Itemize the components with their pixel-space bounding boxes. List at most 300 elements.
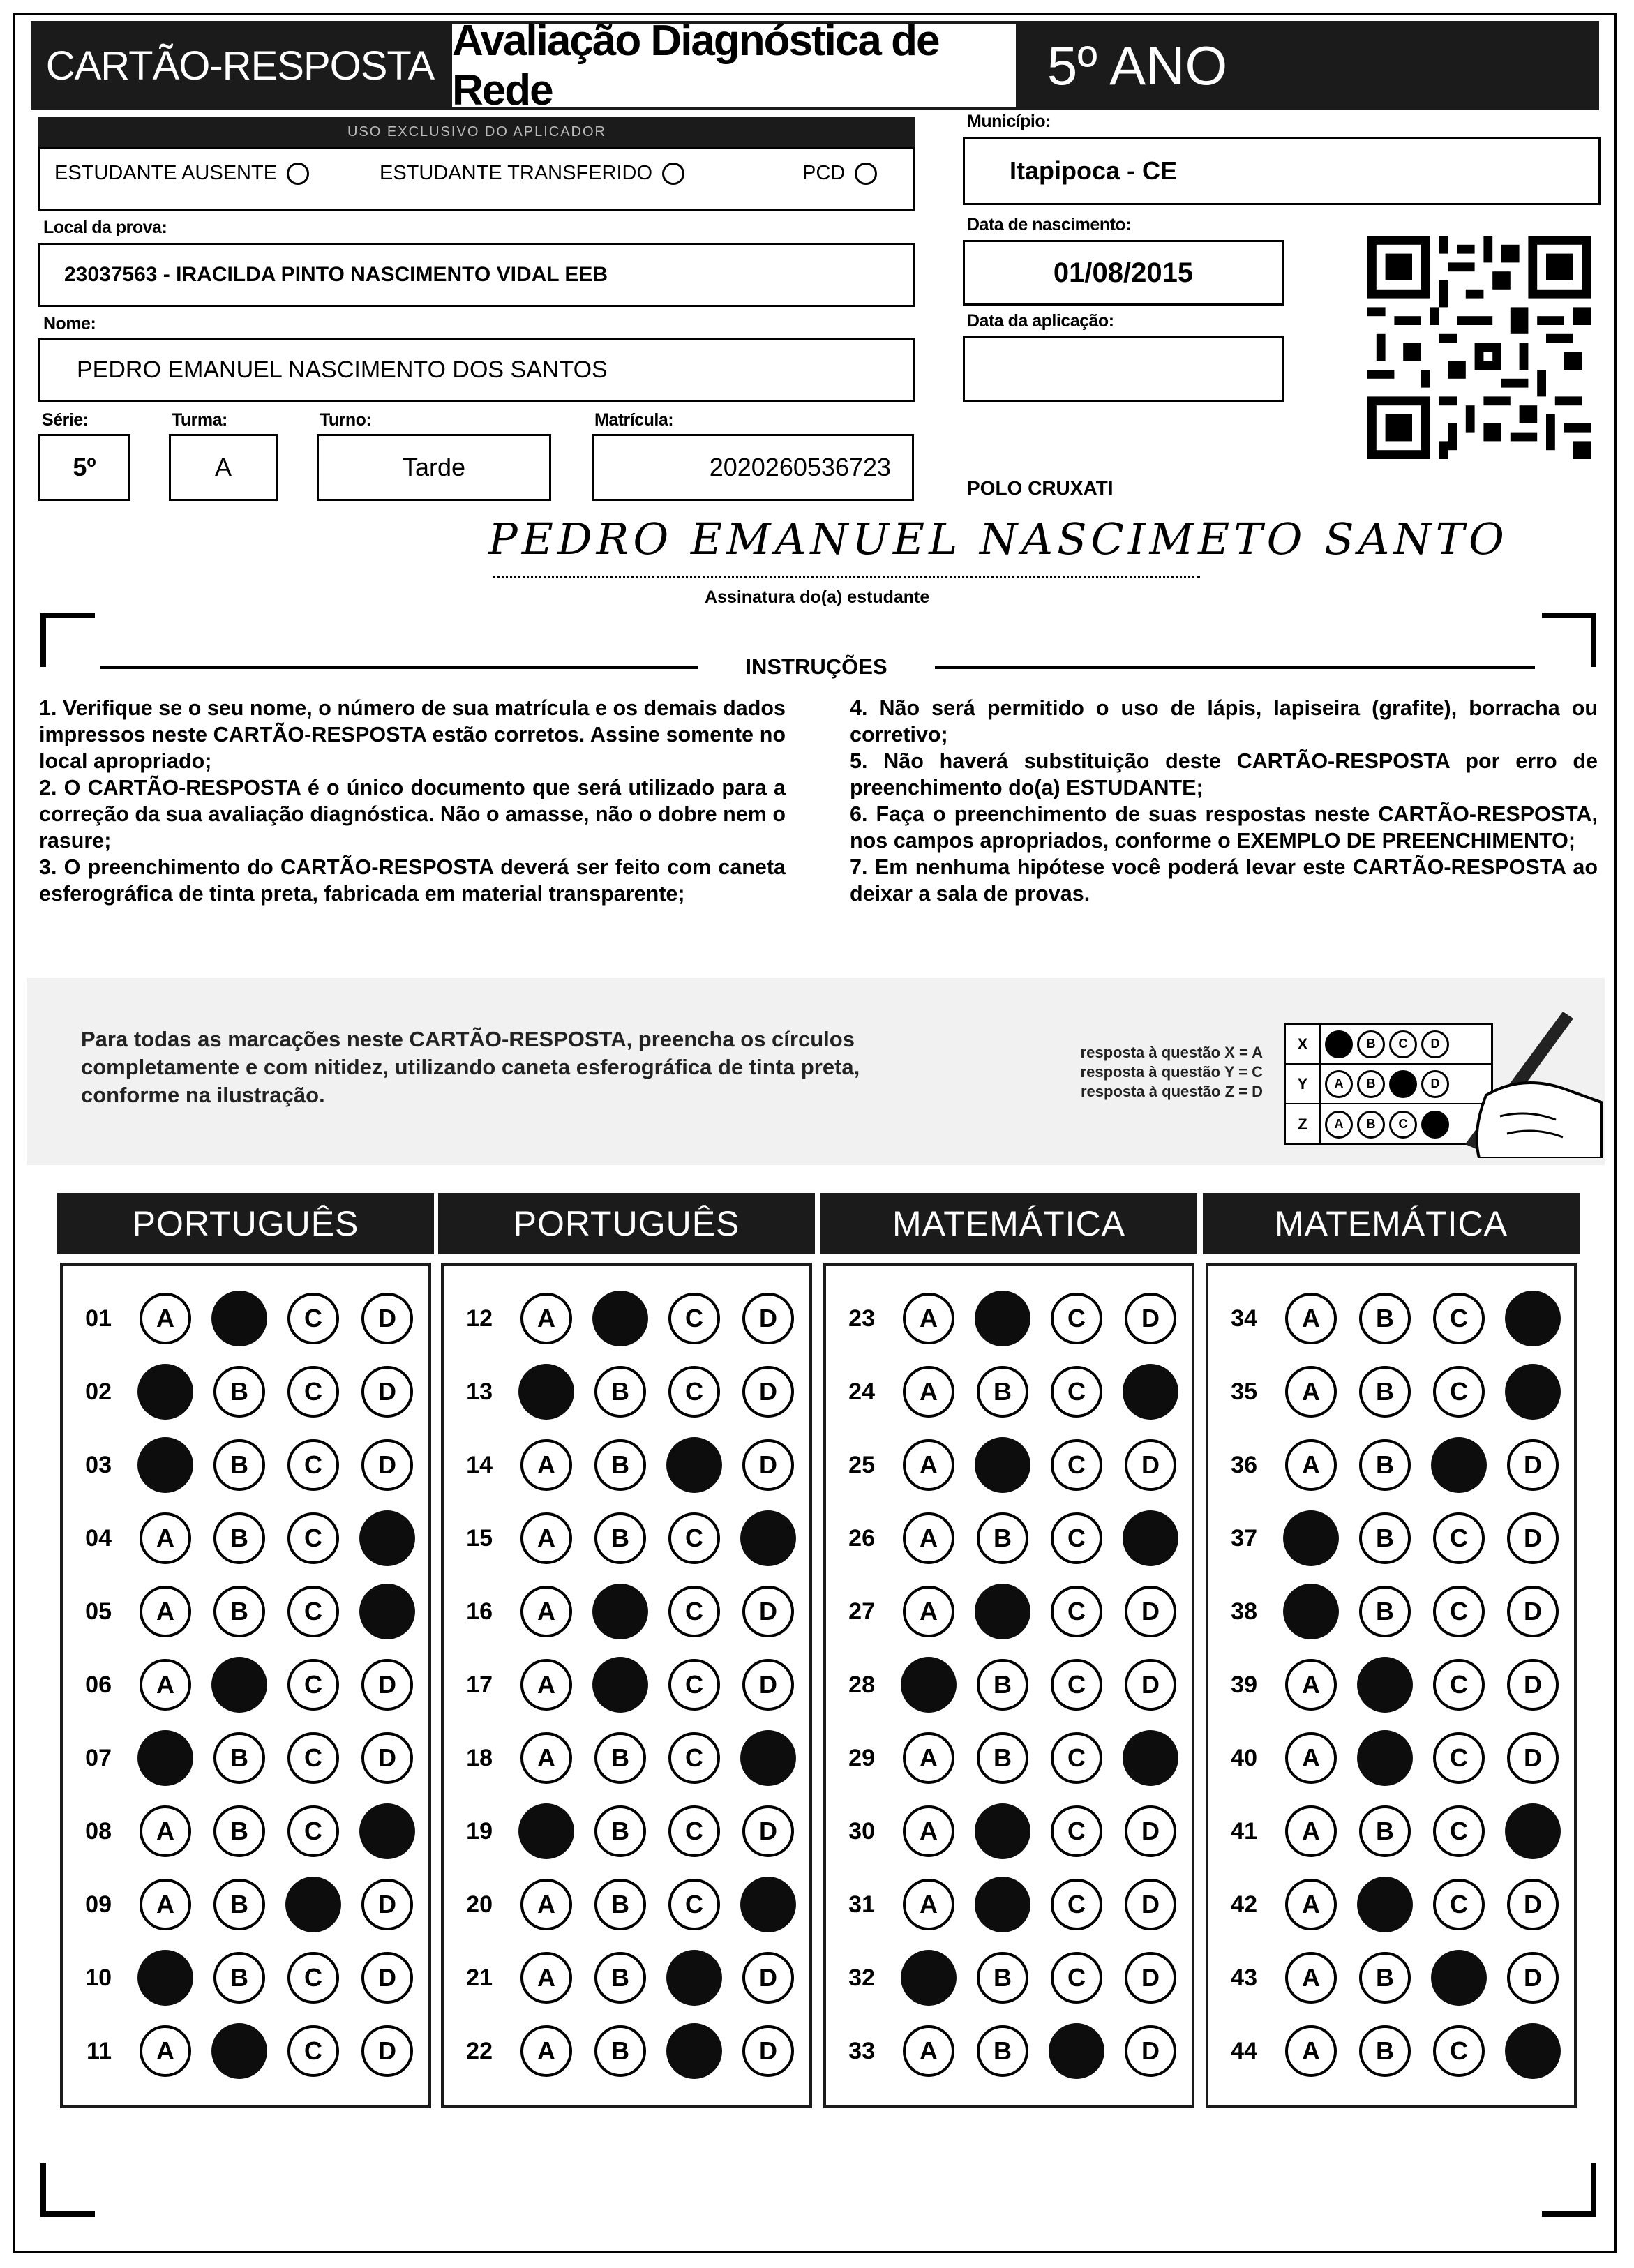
- answer-bubble[interactable]: D: [1125, 1586, 1176, 1637]
- signature: PEDRO EMANUEL NASCIMETO SANTO: [488, 513, 1508, 564]
- question-number: 02: [85, 1378, 112, 1405]
- answer-bubble[interactable]: B: [975, 1877, 1030, 1932]
- answer-bubble[interactable]: A: [140, 1805, 191, 1857]
- answer-bubble[interactable]: B: [594, 1366, 646, 1418]
- answer-bubble[interactable]: A: [520, 1586, 572, 1637]
- question-number: 36: [1231, 1451, 1257, 1478]
- section-header: PORTUGUÊS: [57, 1193, 434, 1254]
- answer-bubble[interactable]: A: [140, 1293, 191, 1344]
- application-date-label: Data da aplicação:: [967, 311, 1114, 331]
- answer-bubble[interactable]: A: [903, 1586, 954, 1637]
- answer-bubble[interactable]: D: [361, 1293, 413, 1344]
- answer-bubble[interactable]: B: [594, 1805, 646, 1857]
- answer-bubble[interactable]: A: [903, 1805, 954, 1857]
- answer-bubble[interactable]: A: [1285, 1879, 1337, 1930]
- municipality-field: [963, 137, 1601, 205]
- answer-bubble[interactable]: A: [520, 1659, 572, 1711]
- answer-bubble[interactable]: B: [211, 1657, 267, 1713]
- answer-bubble[interactable]: C: [668, 1805, 720, 1857]
- pcd-radio[interactable]: [855, 163, 877, 185]
- answer-bubble[interactable]: D: [361, 1879, 413, 1930]
- answer-bubble[interactable]: B: [594, 1512, 646, 1564]
- section-header: PORTUGUÊS: [438, 1193, 815, 1254]
- question-row: [63, 1733, 428, 1783]
- answer-bubble[interactable]: B: [594, 1952, 646, 2004]
- question-number: 19: [466, 1817, 493, 1845]
- answer-bubble[interactable]: A: [520, 1293, 572, 1344]
- answer-bubble[interactable]: C: [1433, 1293, 1485, 1344]
- pcd-label: PCD: [802, 162, 846, 184]
- answer-bubble[interactable]: C: [1433, 1512, 1485, 1564]
- answer-bubble[interactable]: C: [287, 1952, 339, 2004]
- corner-mark-top-left: [40, 613, 95, 667]
- answer-bubble[interactable]: B: [213, 1512, 265, 1564]
- question-number: 18: [466, 1744, 493, 1771]
- answer-bubble[interactable]: C: [668, 1879, 720, 1930]
- answer-bubble[interactable]: C: [287, 1512, 339, 1564]
- grade-title: 5º ANO: [1047, 34, 1228, 96]
- answer-bubble[interactable]: B: [1357, 1657, 1413, 1713]
- answer-bubble[interactable]: C: [668, 1586, 720, 1637]
- answer-bubble[interactable]: A: [140, 1879, 191, 1930]
- answer-bubble[interactable]: C: [1051, 1805, 1102, 1857]
- question-row: [1208, 1806, 1574, 1856]
- question-row: [63, 1806, 428, 1856]
- location-field: [38, 243, 915, 307]
- absent-option[interactable]: [54, 162, 309, 185]
- example-bubble: D: [1421, 1111, 1449, 1139]
- shift-field: [317, 434, 551, 501]
- answer-bubble[interactable]: A: [137, 1950, 193, 2006]
- answer-bubble[interactable]: C: [1433, 1659, 1485, 1711]
- answer-bubble[interactable]: A: [903, 1293, 954, 1344]
- answer-bubble[interactable]: C: [287, 1366, 339, 1418]
- question-number: 41: [1231, 1817, 1257, 1845]
- answer-bubble[interactable]: D: [1125, 1805, 1176, 1857]
- answer-bubble[interactable]: C: [1051, 1512, 1102, 1564]
- example-bubble: D: [1421, 1070, 1449, 1098]
- question-row: [63, 1440, 428, 1490]
- answer-bubble[interactable]: C: [666, 2023, 722, 2079]
- question-number: 14: [466, 1451, 493, 1478]
- answer-bubble[interactable]: B: [1359, 1366, 1411, 1418]
- birth-value: 01/08/2015: [1053, 257, 1194, 288]
- question-row: [63, 1586, 428, 1637]
- answer-bubble[interactable]: B: [1359, 1805, 1411, 1857]
- transferred-option[interactable]: [380, 162, 684, 185]
- shift-label: Turno:: [320, 410, 372, 430]
- answer-bubble[interactable]: C: [1049, 2023, 1104, 2079]
- answer-bubble[interactable]: B: [594, 2025, 646, 2077]
- answer-bubble[interactable]: D: [1507, 1952, 1559, 2004]
- example-bubble: B: [1357, 1111, 1385, 1139]
- answer-bubble[interactable]: B: [1357, 1877, 1413, 1932]
- answer-bubble[interactable]: C: [668, 1659, 720, 1711]
- answer-bubble[interactable]: C: [668, 1732, 720, 1784]
- pen-hand-icon: [1458, 998, 1605, 1158]
- answer-bubble[interactable]: C: [1433, 1732, 1485, 1784]
- question-number: 20: [466, 1891, 493, 1918]
- question-row: [63, 1953, 428, 2003]
- answer-bubble[interactable]: A: [1285, 1805, 1337, 1857]
- corner-mark-bottom-left: [40, 2163, 95, 2217]
- answer-bubble[interactable]: B: [213, 1952, 265, 2004]
- question-number: 08: [85, 1817, 112, 1845]
- municipality-label: Município:: [967, 112, 1051, 131]
- answer-bubble[interactable]: C: [668, 1366, 720, 1418]
- answer-bubble[interactable]: A: [137, 1437, 193, 1493]
- question-number: 03: [85, 1451, 112, 1478]
- question-number: 11: [87, 2037, 112, 2064]
- answer-bubble[interactable]: A: [520, 1952, 572, 2004]
- answer-bubble[interactable]: A: [1285, 2025, 1337, 2077]
- instruction-2: 2. O CARTÃO-RESPOSTA é o único documento que será utilizado para a correção da sua avaliação diagnóstica. Não o amasse, não o dobre nem o rasure;: [39, 776, 786, 853]
- answer-bubble[interactable]: C: [668, 1512, 720, 1564]
- question-number: 22: [466, 2037, 493, 2064]
- question-row: [1208, 2026, 1574, 2076]
- answer-bubble[interactable]: D: [1505, 1364, 1561, 1420]
- question-number: 13: [466, 1378, 493, 1405]
- answer-bubble[interactable]: A: [903, 2025, 954, 2077]
- question-row: [826, 1513, 1192, 1563]
- question-number: 28: [848, 1671, 875, 1698]
- answer-bubble[interactable]: B: [1359, 2025, 1411, 2077]
- answer-bubble[interactable]: B: [213, 1439, 265, 1491]
- answer-bubble[interactable]: B: [213, 1879, 265, 1930]
- name-label: Nome:: [43, 314, 96, 333]
- answer-bubble[interactable]: A: [1285, 1952, 1337, 2004]
- instruction-6: 6. Faça o preenchimento de suas respostas neste CARTÃO-RESPOSTA, nos campos apropriados, conforme o EXEMPLO DE PREENCHIMENTO;: [850, 802, 1598, 853]
- answer-bubble[interactable]: D: [361, 1659, 413, 1711]
- answer-bubble[interactable]: A: [140, 1586, 191, 1637]
- example-bubble: A: [1325, 1030, 1353, 1058]
- answer-bubble[interactable]: A: [140, 1659, 191, 1711]
- example-row-label: Z: [1286, 1104, 1321, 1144]
- question-number: 33: [848, 2037, 875, 2064]
- answer-bubble[interactable]: D: [1505, 1803, 1561, 1859]
- example-bubble: C: [1389, 1070, 1417, 1098]
- application-date-field: [963, 336, 1284, 402]
- question-row: [1208, 1879, 1574, 1930]
- answer-bubble[interactable]: A: [520, 1512, 572, 1564]
- transferred-radio[interactable]: [662, 163, 684, 185]
- series-field: [38, 434, 130, 501]
- answer-bubble[interactable]: B: [1357, 1730, 1413, 1786]
- answer-bubble[interactable]: B: [213, 1805, 265, 1857]
- answer-bubble[interactable]: C: [1051, 1952, 1102, 2004]
- answer-bubble[interactable]: D: [740, 1877, 796, 1932]
- question-row: [1208, 1586, 1574, 1637]
- answer-bubble[interactable]: A: [518, 1803, 574, 1859]
- answer-bubble[interactable]: C: [1433, 1879, 1485, 1930]
- answer-bubble[interactable]: C: [287, 1805, 339, 1857]
- answer-bubble[interactable]: B: [592, 1584, 648, 1639]
- answer-bubble[interactable]: B: [211, 2023, 267, 2079]
- answer-bubble[interactable]: D: [742, 1366, 794, 1418]
- question-row: [826, 1293, 1192, 1344]
- answer-bubble[interactable]: C: [1051, 1879, 1102, 1930]
- answer-bubble[interactable]: A: [518, 1364, 574, 1420]
- answer-bubble[interactable]: A: [520, 1732, 572, 1784]
- answer-bubble[interactable]: A: [901, 1950, 957, 2006]
- answer-bubble[interactable]: A: [1283, 1510, 1339, 1566]
- example-bubble: A: [1325, 1111, 1353, 1139]
- qr-code: [1367, 236, 1591, 459]
- answer-bubble[interactable]: B: [977, 1952, 1028, 2004]
- answer-bubble[interactable]: D: [359, 1510, 415, 1566]
- question-row: [444, 1513, 809, 1563]
- answer-bubble[interactable]: B: [211, 1291, 267, 1346]
- answer-bubble[interactable]: C: [666, 1950, 722, 2006]
- question-row: [444, 1586, 809, 1637]
- answer-bubble[interactable]: D: [361, 2025, 413, 2077]
- question-number: 44: [1231, 2037, 1257, 2064]
- answer-bubble[interactable]: D: [361, 1439, 413, 1491]
- answer-bubble[interactable]: A: [903, 1879, 954, 1930]
- answer-bubble[interactable]: A: [520, 1879, 572, 1930]
- absent-radio[interactable]: [287, 163, 309, 185]
- answer-bubble[interactable]: D: [1507, 1659, 1559, 1711]
- answer-bubble[interactable]: C: [1431, 1437, 1487, 1493]
- answer-bubble[interactable]: B: [592, 1657, 648, 1713]
- name-value: PEDRO EMANUEL NASCIMENTO DOS SANTOS: [77, 356, 608, 383]
- answer-bubble[interactable]: A: [1283, 1584, 1339, 1639]
- example-bubble: C: [1389, 1111, 1417, 1139]
- birth-label: Data de nascimento:: [967, 215, 1132, 234]
- answer-bubble[interactable]: D: [1125, 1293, 1176, 1344]
- answer-bubble[interactable]: A: [903, 1512, 954, 1564]
- answer-bubble[interactable]: D: [742, 1805, 794, 1857]
- answer-bubble[interactable]: C: [287, 1732, 339, 1784]
- answer-bubble[interactable]: D: [359, 1584, 415, 1639]
- answer-bubble[interactable]: D: [361, 1366, 413, 1418]
- corner-mark-bottom-right: [1542, 2163, 1596, 2217]
- question-number: 39: [1231, 1671, 1257, 1698]
- question-row: [444, 1953, 809, 2003]
- question-number: 25: [848, 1451, 875, 1478]
- answer-bubble[interactable]: D: [742, 1659, 794, 1711]
- question-number: 09: [85, 1891, 112, 1918]
- answer-bubble[interactable]: A: [140, 2025, 191, 2077]
- answer-bubble[interactable]: C: [287, 1659, 339, 1711]
- answer-bubble[interactable]: B: [213, 1366, 265, 1418]
- answer-bubble[interactable]: A: [140, 1512, 191, 1564]
- answer-bubble[interactable]: B: [594, 1879, 646, 1930]
- example-bubble: D: [1421, 1030, 1449, 1058]
- example-legend: [1005, 1043, 1263, 1102]
- answer-bubble[interactable]: D: [1125, 1879, 1176, 1930]
- instructions-left: [39, 695, 786, 907]
- answer-bubble[interactable]: D: [1505, 2023, 1561, 2079]
- example-legend-y: resposta à questão Y = C: [1080, 1063, 1263, 1081]
- example-row-label: Y: [1286, 1065, 1321, 1103]
- instructions-title: INSTRUÇÕES: [698, 654, 935, 679]
- answer-bubble[interactable]: B: [977, 1732, 1028, 1784]
- example-legend-z: resposta à questão Z = D: [1080, 1083, 1263, 1100]
- answer-bubble[interactable]: B: [975, 1291, 1030, 1346]
- answer-bubble[interactable]: B: [1359, 1512, 1411, 1564]
- answer-bubble[interactable]: B: [594, 1439, 646, 1491]
- answer-bubble[interactable]: D: [742, 1586, 794, 1637]
- answer-bubble[interactable]: D: [1125, 2025, 1176, 2077]
- answer-bubble[interactable]: A: [901, 1657, 957, 1713]
- answer-bubble[interactable]: C: [1433, 1586, 1485, 1637]
- answer-bubble[interactable]: B: [213, 1732, 265, 1784]
- answer-bubble[interactable]: B: [977, 1512, 1028, 1564]
- answer-bubble[interactable]: C: [287, 1439, 339, 1491]
- answer-bubble[interactable]: D: [1507, 1732, 1559, 1784]
- question-row: [826, 1586, 1192, 1637]
- question-number: 37: [1231, 1524, 1257, 1552]
- question-row: [1208, 1733, 1574, 1783]
- answer-bubble[interactable]: D: [742, 2025, 794, 2077]
- answer-bubble[interactable]: D: [361, 1952, 413, 2004]
- question-number: 23: [848, 1305, 875, 1332]
- answer-bubble[interactable]: C: [287, 2025, 339, 2077]
- question-row: [63, 1660, 428, 1710]
- answer-bubble[interactable]: D: [1125, 1659, 1176, 1711]
- instructions-rule-left: [100, 666, 700, 669]
- answer-bubble[interactable]: A: [1285, 1366, 1337, 1418]
- answer-bubble[interactable]: B: [977, 1659, 1028, 1711]
- class-field: [169, 434, 278, 501]
- answer-bubble[interactable]: C: [1433, 1805, 1485, 1857]
- example-bubble: C: [1389, 1030, 1417, 1058]
- instruction-7: 7. Em nenhuma hipótese você poderá levar este CARTÃO-RESPOSTA ao deixar a sala de provas.: [850, 855, 1598, 906]
- answer-bubble[interactable]: C: [1051, 1659, 1102, 1711]
- question-row: [1208, 1440, 1574, 1490]
- example-text: Para todas as marcações neste CARTÃO-RESPOSTA, preencha os círculos completamente e com nitidez, utilizando caneta esferográfica de tinta preta, conforme na ilustração.: [81, 1027, 860, 1107]
- question-number: 15: [466, 1524, 493, 1552]
- name-field: [38, 338, 915, 402]
- answer-bubble[interactable]: C: [1433, 2025, 1485, 2077]
- answer-bubble[interactable]: D: [1507, 1439, 1559, 1491]
- answer-bubble[interactable]: A: [903, 1366, 954, 1418]
- answer-bubble[interactable]: A: [137, 1364, 193, 1420]
- answer-bubble[interactable]: C: [1051, 1293, 1102, 1344]
- answer-bubble[interactable]: C: [1433, 1366, 1485, 1418]
- question-row: [444, 1660, 809, 1710]
- answer-bubble[interactable]: A: [1285, 1439, 1337, 1491]
- answer-bubble[interactable]: D: [1125, 1439, 1176, 1491]
- answer-bubble[interactable]: B: [1359, 1952, 1411, 2004]
- answer-bubble[interactable]: B: [1359, 1439, 1411, 1491]
- answer-bubble[interactable]: A: [520, 2025, 572, 2077]
- answer-bubble[interactable]: D: [1507, 1879, 1559, 1930]
- shift-value: Tarde: [402, 453, 466, 481]
- answer-bubble[interactable]: C: [1051, 1586, 1102, 1637]
- answer-bubble[interactable]: A: [1285, 1293, 1337, 1344]
- answer-bubble[interactable]: D: [1123, 1364, 1178, 1420]
- instruction-3: 3. O preenchimento do CARTÃO-RESPOSTA deverá ser feito com caneta esferográfica de tinta preta, fabricada em material transparente;: [39, 855, 786, 906]
- answer-bubble[interactable]: A: [520, 1439, 572, 1491]
- enrollment-field: [592, 434, 914, 501]
- question-number: 32: [848, 1964, 875, 1991]
- question-row: [1208, 1660, 1574, 1710]
- section-header: MATEMÁTICA: [820, 1193, 1197, 1254]
- question-row: [826, 1806, 1192, 1856]
- example-bubble: B: [1357, 1070, 1385, 1098]
- answer-bubble[interactable]: A: [903, 1732, 954, 1784]
- answer-bubble[interactable]: B: [975, 1584, 1030, 1639]
- answer-bubble[interactable]: D: [1123, 1510, 1178, 1566]
- answer-bubble[interactable]: A: [903, 1439, 954, 1491]
- answer-bubble[interactable]: C: [287, 1293, 339, 1344]
- question-row: [826, 1660, 1192, 1710]
- question-number: 05: [85, 1598, 112, 1625]
- answer-bubble[interactable]: C: [287, 1586, 339, 1637]
- answer-bubble[interactable]: A: [1285, 1732, 1337, 1784]
- answer-bubble[interactable]: C: [1051, 1732, 1102, 1784]
- instruction-4: 4. Não será permitido o uso de lápis, lapiseira (grafite), borracha ou corretivo;: [850, 696, 1598, 746]
- answer-bubble[interactable]: B: [1359, 1586, 1411, 1637]
- answer-bubble[interactable]: B: [977, 2025, 1028, 2077]
- answer-bubble[interactable]: D: [742, 1293, 794, 1344]
- answer-bubble[interactable]: A: [137, 1730, 193, 1786]
- answer-bubble[interactable]: C: [1431, 1950, 1487, 2006]
- pcd-option[interactable]: [802, 162, 877, 185]
- answer-bubble[interactable]: D: [359, 1803, 415, 1859]
- polo-label: POLO CRUXATI: [967, 477, 1114, 499]
- answer-bubble[interactable]: B: [1359, 1293, 1411, 1344]
- example-row-label: X: [1286, 1025, 1321, 1063]
- question-row: [1208, 1367, 1574, 1417]
- section-box: [441, 1263, 812, 2108]
- signature-label: Assinatura do(a) estudante: [705, 587, 930, 607]
- section-header: MATEMÁTICA: [1203, 1193, 1580, 1254]
- answer-bubble[interactable]: B: [592, 1291, 648, 1346]
- answer-bubble[interactable]: C: [668, 1293, 720, 1344]
- series-value: 5º: [73, 453, 96, 481]
- answer-bubble[interactable]: B: [213, 1586, 265, 1637]
- answer-bubble[interactable]: D: [1123, 1730, 1178, 1786]
- answer-bubble[interactable]: C: [285, 1877, 341, 1932]
- answer-bubble[interactable]: D: [1505, 1291, 1561, 1346]
- instructions-rule-right: [928, 666, 1535, 669]
- answer-bubble[interactable]: A: [1285, 1659, 1337, 1711]
- answer-bubble[interactable]: D: [1125, 1952, 1176, 2004]
- answer-bubble[interactable]: D: [361, 1732, 413, 1784]
- enrollment-value: 2020260536723: [709, 453, 891, 481]
- question-row: [444, 1879, 809, 1930]
- answer-bubble[interactable]: D: [740, 1730, 796, 1786]
- instruction-5: 5. Não haverá substituição deste CARTÃO-RESPOSTA por erro de preenchimento do(a) ESTUDANTE;: [850, 749, 1598, 799]
- question-row: [63, 1513, 428, 1563]
- question-number: 31: [848, 1891, 875, 1918]
- question-number: 34: [1231, 1305, 1257, 1332]
- question-row: [63, 1367, 428, 1417]
- answer-bubble[interactable]: D: [740, 1510, 796, 1566]
- instruction-1: 1. Verifique se o seu nome, o número de sua matrícula e os demais dados impressos neste CARTÃO-RESPOSTA estão corretos. Assine somente no local apropriado;: [39, 696, 786, 773]
- answer-bubble[interactable]: B: [594, 1732, 646, 1784]
- birth-field: [963, 240, 1284, 306]
- answer-bubble[interactable]: D: [742, 1952, 794, 2004]
- question-number: 30: [848, 1817, 875, 1845]
- answer-bubble[interactable]: D: [1507, 1586, 1559, 1637]
- answer-bubble[interactable]: C: [1051, 1366, 1102, 1418]
- question-row: [826, 1733, 1192, 1783]
- question-row: [826, 1953, 1192, 2003]
- answer-bubble[interactable]: D: [742, 1439, 794, 1491]
- answer-bubble[interactable]: C: [666, 1437, 722, 1493]
- answer-bubble[interactable]: B: [977, 1366, 1028, 1418]
- absent-label: ESTUDANTE AUSENTE: [54, 162, 278, 184]
- answer-bubble[interactable]: B: [975, 1437, 1030, 1493]
- answer-bubble[interactable]: C: [1051, 1439, 1102, 1491]
- answer-bubble[interactable]: D: [1507, 1512, 1559, 1564]
- section-box: [1206, 1263, 1577, 2108]
- answer-bubble[interactable]: B: [975, 1803, 1030, 1859]
